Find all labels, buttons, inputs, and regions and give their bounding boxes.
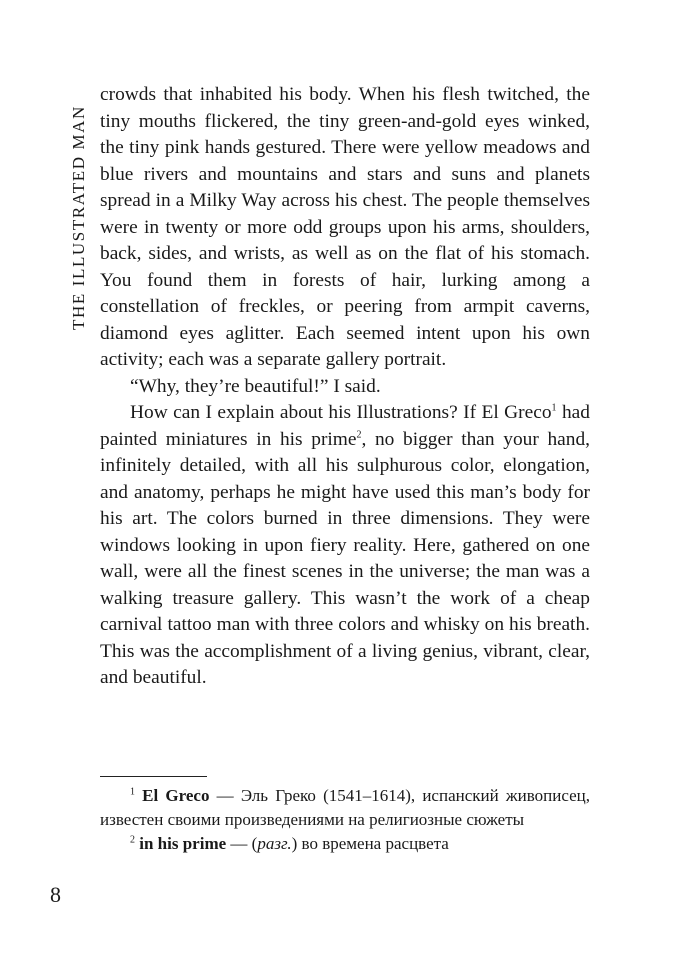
paragraph-text: had painted miniatures in his prime (100, 402, 590, 450)
paragraph: crowds that inhabited his body. When his flesh twitched, the tiny mouths flickered, the tiny green-and-gold eyes winked, the tiny pink hands gestured. There were yellow meadows and blue rivers and mountains and stars and suns and planets spread in a Milky Way across his chest. The people themselves were in twenty or more odd groups upon his arms, shoulders, back, sides, and wrists, as well as on the flat of his stomach. You found them in forests of hair, lurking among a constellation of freckles, or peering from armpit caverns, diamond eyes aglitter. Each seemed intent upon his own activity; each was a separate gallery portrait. (100, 84, 590, 370)
footnote-note: разг. (257, 834, 292, 853)
footnote-dash: — (209, 786, 241, 805)
footnote-term: El Greco (142, 786, 210, 805)
footnote-rule (100, 776, 207, 777)
footnote-text: Эль Греко (1541–1614), испанский живописец, известен своими произведениями на религиозные сюжеты (100, 786, 590, 829)
footnote-text: во времена расцвета (297, 834, 449, 853)
running-head (49, 90, 88, 330)
paragraph-text: How can I explain about his Illustrations? If El Greco (130, 402, 552, 423)
body-text (100, 82, 590, 692)
footnotes (100, 784, 590, 856)
footnote-ref[interactable]: 2 (356, 429, 362, 441)
running-head-text: THE ILLUSTRATED MAN (69, 105, 88, 330)
footnote: $^2$ in his prime — (разг.) во времена расцвета (130, 834, 449, 853)
paragraph-text: , no bigger than your hand, infinitely detailed, with all his sulphurous color, elongation, and anatomy, perhaps he might have used this man’s body for his art. The colors burned in three dimensions. They were windows looking in upon fiery reality. Here, gathered on one wall, were all the finest scenes in the universe; the man was a walking treasure gallery. This wasn’t the work of a cheap carnival tattoo man with three colors and whisky on his breath. This was the accomplishment of a living genius, vibrant, clear, and beautiful. (100, 428, 590, 688)
footnote (100, 784, 590, 832)
footnote-ref[interactable]: 1 (551, 402, 557, 414)
footnote-dash: — (226, 834, 252, 853)
footnote-number: 2 (130, 834, 135, 846)
paragraph (100, 400, 590, 692)
footnote-term: in his prime (139, 834, 227, 853)
page-number: 8 (50, 882, 61, 907)
footnote-number: 1 (130, 786, 135, 798)
paragraph: “Why, they’re beautiful!” I said. (130, 375, 381, 397)
